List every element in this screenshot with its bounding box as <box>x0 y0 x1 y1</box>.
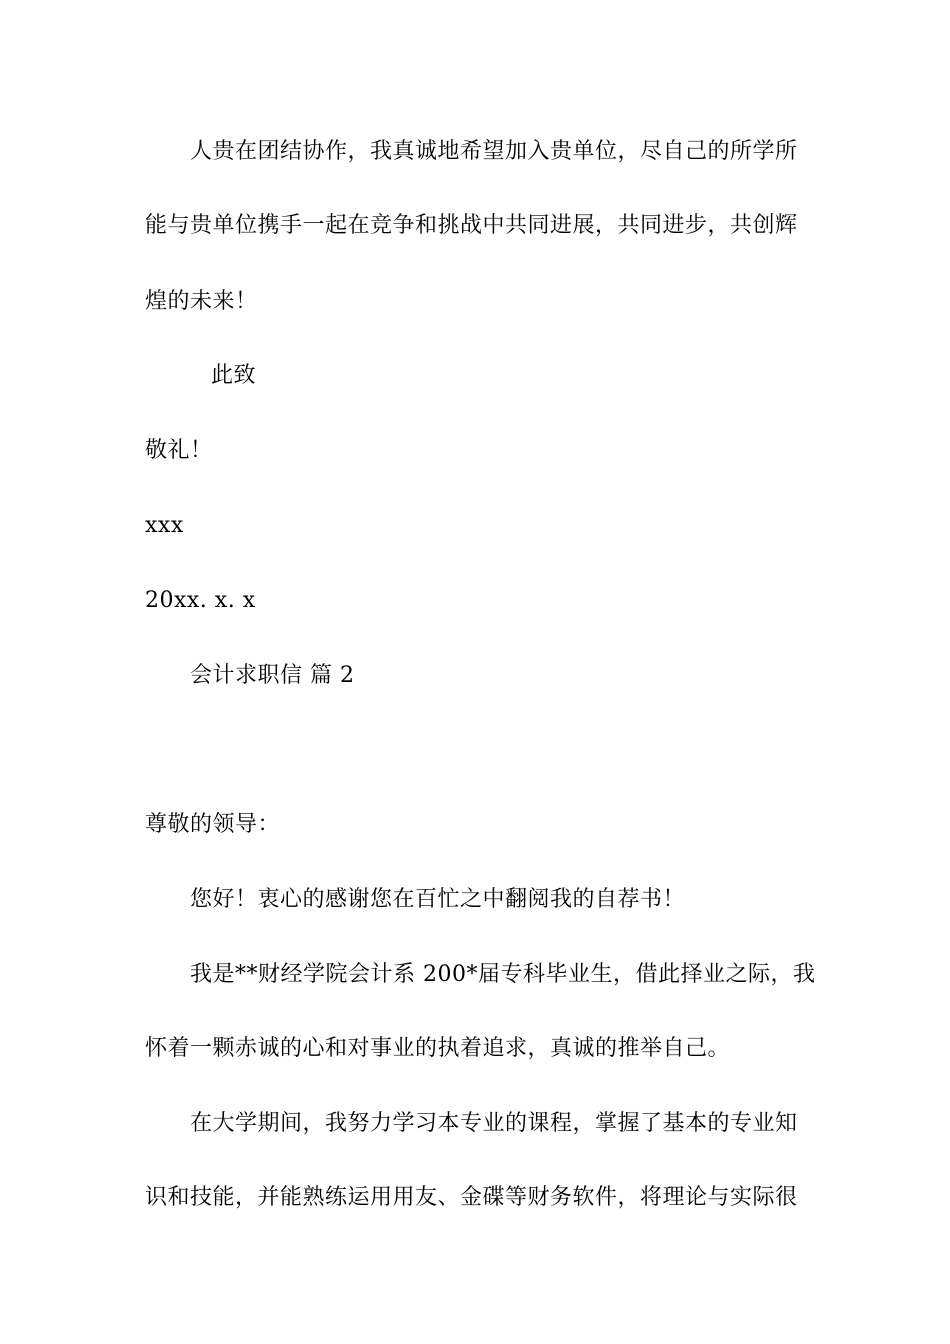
signature: xxx <box>145 513 184 538</box>
paragraph-1-line-1: 人贵在团结协作，我真诚地希望加入贵单位，尽自己的所学所 <box>190 139 798 164</box>
paragraph-1-line-2: 能与贵单位携手一起在竞争和挑战中共同进展，共同进步，共创辉 <box>145 213 798 238</box>
paragraph-3-line-1: 我是**财经学院会计系 200*届专科毕业生，借此择业之际，我 <box>190 962 816 987</box>
paragraph-1-line-3: 煌的未来！ <box>145 289 258 314</box>
closing-salutation: 此致 <box>211 363 257 388</box>
paragraph-4-line-2: 识和技能，并能熟练运用用友、金碟等财务软件，将理论与实际很 <box>145 1185 798 1210</box>
paragraph-4-line-1: 在大学期间，我努力学习本专业的课程，掌握了基本的专业知 <box>190 1111 798 1136</box>
closing-respect: 敬礼！ <box>145 438 213 463</box>
date: 20xx. x. x <box>145 588 256 613</box>
paragraph-3-line-2: 怀着一颗赤诚的心和对事业的执着追求，真诚的推举自己。 <box>145 1036 731 1061</box>
greeting: 尊敬的领导： <box>145 812 281 837</box>
section-title: 会计求职信 篇 2 <box>190 663 355 688</box>
paragraph-2: 您好！衷心的感谢您在百忙之中翻阅我的自荐书！ <box>190 887 686 912</box>
